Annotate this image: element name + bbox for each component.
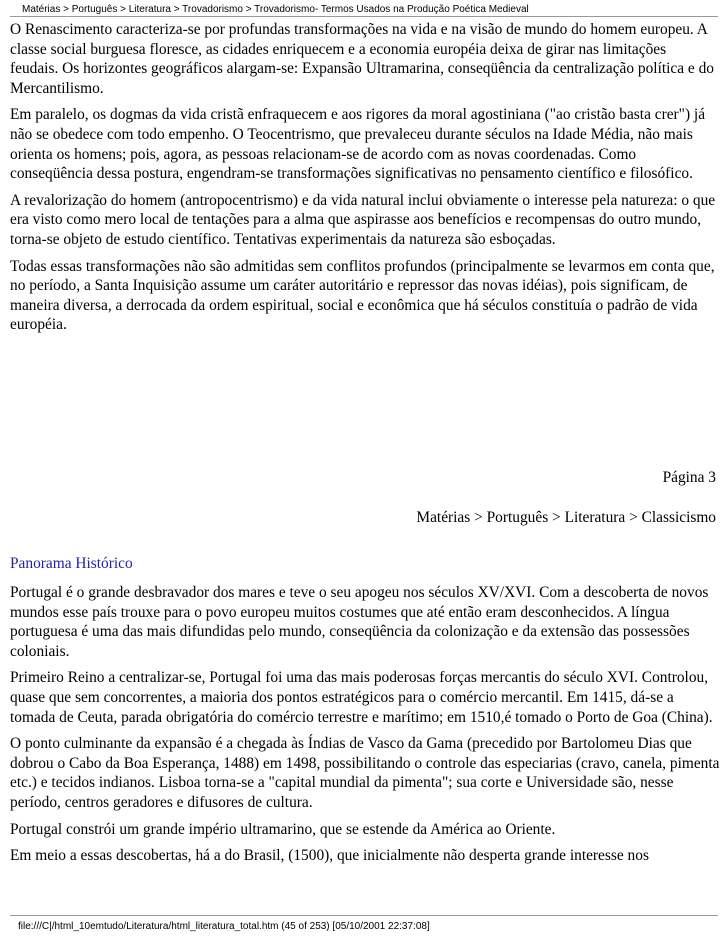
section-renascimento — [10, 20, 718, 342]
section-title: Panorama Histórico — [10, 555, 133, 572]
footer-path: file:///C|/html_10emtudo/Literatura/html_literatura_total.htm (45 of 253) [05/10/2001 22:37:08] — [18, 921, 430, 932]
header-path: Matérias > Português > Literatura > Trovadorismo > Trovadorismo- Termos Usados na Produção Poética Medieval — [22, 4, 529, 15]
paragraph: Primeiro Reino a centralizar-se, Portugal foi uma das mais poderosas forças mercantis do século XVI. Controlou, quase que sem concorrentes, a maioria dos pontos estratégicos para o comércio mercantil. Em 1415, dá-se a tomada de Ceuta, parada obrigatória do comércio terrestre e marítimo; em 1510,é tomado o Porto de Goa (China). — [10, 669, 713, 726]
paragraph: Em meio a essas descobertas, há a do Brasil, (1500), que inicialmente não desperta grande interesse nos — [10, 847, 649, 865]
top-divider — [10, 16, 718, 17]
paragraph: Portugal constrói um grande império ultramarino, que se estende da América ao Oriente. — [10, 820, 556, 838]
bottom-divider — [10, 915, 718, 916]
breadcrumb: Matérias > Português > Literatura > Classicismo — [416, 509, 716, 526]
paragraph: Todas essas transformações não são admitidas sem conflitos profundos (principalmente se levarmos em conta que, no período, a Santa Inquisição assume um caráter autoritário e repressor das novas idéias), pois significam, de maneira diversa, a derrocada da ordem espiritual, social e econômica que há séculos constituía o padrão de vida européia. — [10, 257, 715, 334]
page-number: Página 3 — [662, 469, 716, 486]
paragraph: Portugal é o grande desbravador dos mares e teve o seu apogeu nos séculos XV/XVI. Com a descoberta de novos mundos esse país trouxe para o povo europeu muitos costumes que até então eram desconhecidos. A língua portuguesa é uma das mais difundidas pelo mundo, conseqüência da colonização e da extensão das possessões coloniais. — [10, 584, 709, 660]
section-panorama — [10, 583, 720, 873]
paragraph: Em paralelo, os dogmas da vida cristã enfraquecem e aos rigores da moral agostiniana ("ao cristão basta crer") já não se obedece com todo empenho. O Teocentrismo, que prevaleceu durante séculos na Idade Média, não mais orienta os homens; pois, agora, as pessoas relacionam-se de acordo com as novas coordenadas. Como conseqüência dessa postura, engendram-se transformações significativas no pensamento científico e filosófico. — [10, 106, 706, 183]
paragraph: O ponto culminante da expansão é a chegada às Índias de Vasco da Gama (precedido por Bartolomeu Dias que dobrou o Cabo da Boa Esperança, 1488) em 1498, possibilitando o controle das especiarias (cravo, canela, pimenta etc.) e tecidos indianos. Lisboa torna-se a "capital mundial da pimenta"; sua corte e Universidade são, nesse período, centros geradores e difusores de cultura. — [10, 735, 720, 811]
paragraph: A revalorização do homem (antropocentrismo) e da vida natural inclui obviamente o interesse pela natureza: o que era visto como mero local de tentações para a alma que aspirasse aos benefícios e recompensas do outro mundo, torna-se objeto de estudo científico. Tentativas experimentais da natureza são esboçadas. — [10, 191, 716, 248]
paragraph: O Renascimento caracteriza-se por profundas transformações na vida e na visão de mundo do homem europeu. A classe social burguesa floresce, as cidades enriquecem e a economia européia deixa de girar nas limitações feudais. Os horizontes geográficos alargam-se: Expansão Ultramarina, conseqüência da centralização política e do Mercantilismo. — [10, 21, 714, 97]
